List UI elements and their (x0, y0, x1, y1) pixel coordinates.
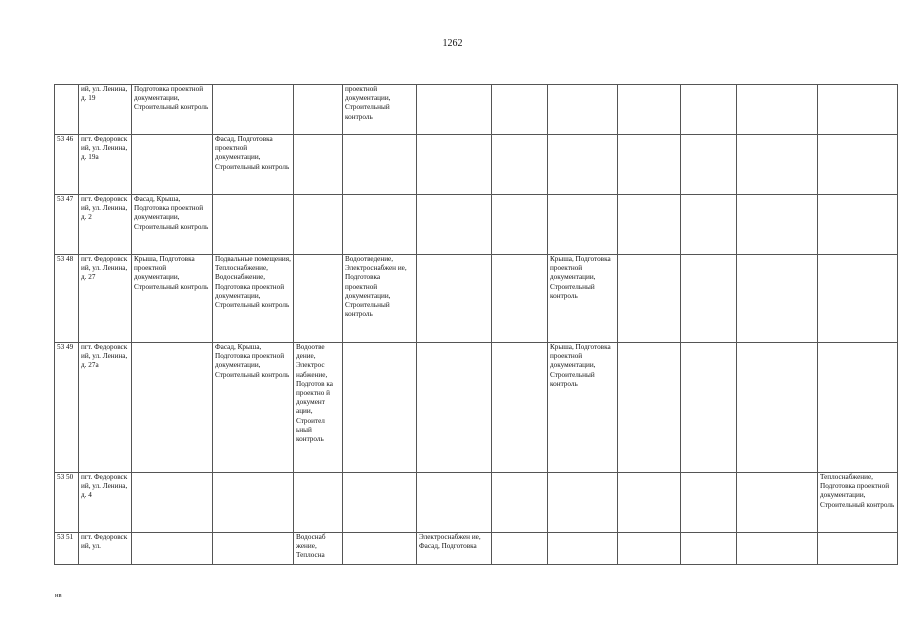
work-cell (492, 533, 548, 565)
work-cell (343, 343, 417, 473)
work-cell: Крыша, Подготовка проектной документации, Строительный контроль (132, 255, 213, 343)
work-cell (548, 195, 618, 255)
work-cell (548, 473, 618, 533)
work-cell (548, 135, 618, 195)
work-cell: Крыша, Подготовка проектной документации, Строительный контроль (548, 255, 618, 343)
work-cell (492, 343, 548, 473)
row-number-cell (55, 85, 79, 135)
work-cell: Водоотве дение, Электрос набжение, Подготов ка проектно й документ ации, Строител ьный контроль (294, 343, 343, 473)
work-cell: Водоснаб жение, Теплосна (294, 533, 343, 565)
work-cell (818, 135, 898, 195)
work-cell (492, 473, 548, 533)
work-cell (417, 255, 492, 343)
work-cell (737, 195, 818, 255)
work-cell (618, 195, 681, 255)
work-cell: Теплоснабжение, Подготовка проектной документации, Строительный контроль (818, 473, 898, 533)
work-cell (818, 533, 898, 565)
work-cell: Фасад, Крыша, Подготовка проектной документации, Строительный контроль (132, 195, 213, 255)
work-cell: Подготовка проектной документации, Строительный контроль (132, 85, 213, 135)
work-cell (548, 85, 618, 135)
work-cell (737, 255, 818, 343)
table-row (55, 85, 898, 135)
work-cell (294, 135, 343, 195)
row-number-cell: 53 49 (55, 343, 79, 473)
table-row (55, 135, 898, 195)
table-row (55, 533, 898, 565)
work-cell (132, 135, 213, 195)
work-cell (548, 533, 618, 565)
work-cell (294, 473, 343, 533)
work-cell: Подвальные помещения, Теплоснабжение, Водоснабжение, Подготовка проектной документации, Строительный контроль (213, 255, 294, 343)
work-cell (681, 473, 737, 533)
work-cell (294, 195, 343, 255)
page-number: 1262 (442, 38, 463, 49)
work-cell (737, 85, 818, 135)
row-number-cell: 53 51 (55, 533, 79, 565)
address-cell: пгт. Федоровск ий, ул. (79, 533, 132, 565)
row-number-cell: 53 46 (55, 135, 79, 195)
table-row (55, 195, 898, 255)
work-cell (618, 473, 681, 533)
work-cell (681, 85, 737, 135)
work-cell (492, 85, 548, 135)
work-cell (213, 473, 294, 533)
work-cell (132, 343, 213, 473)
work-cell (618, 255, 681, 343)
work-cell (492, 255, 548, 343)
work-cell (343, 135, 417, 195)
work-cell: Фасад, Крыша, Подготовка проектной документации, Строительный контроль (213, 343, 294, 473)
work-cell: Крыша, Подготовка проектной документации, Строительный контроль (548, 343, 618, 473)
work-cell (737, 533, 818, 565)
work-cell (343, 195, 417, 255)
work-cell: Электроснабжен ие, Фасад, Подготовка (417, 533, 492, 565)
work-cell (294, 255, 343, 343)
work-cell (681, 533, 737, 565)
work-cell (213, 85, 294, 135)
work-cell (681, 135, 737, 195)
address-cell: пгт. Федоровск ий, ул. Ленина, д. 4 (79, 473, 132, 533)
work-cell (132, 533, 213, 565)
work-cell (618, 343, 681, 473)
work-cell (417, 135, 492, 195)
work-cell (737, 135, 818, 195)
row-number-cell: 53 48 (55, 255, 79, 343)
work-cell (818, 255, 898, 343)
work-cell (818, 195, 898, 255)
work-cell (343, 473, 417, 533)
work-cell (294, 85, 343, 135)
row-number-cell: 53 47 (55, 195, 79, 255)
address-cell: пгт. Федоровск ий, ул. Ленина, д. 27 (79, 255, 132, 343)
work-cell (681, 255, 737, 343)
work-cell (213, 195, 294, 255)
work-cell (492, 135, 548, 195)
work-cell (737, 473, 818, 533)
work-cell (132, 473, 213, 533)
address-cell: пгт. Федоровск ий, ул. Ленина, д. 27а (79, 343, 132, 473)
work-cell (818, 85, 898, 135)
work-cell (417, 85, 492, 135)
address-cell: пгт. Федоровск ий, ул. Ленина, д. 19а (79, 135, 132, 195)
table-row (55, 473, 898, 533)
work-cell (417, 195, 492, 255)
work-cell (343, 533, 417, 565)
work-cell (618, 85, 681, 135)
footer-note: нв (55, 592, 62, 599)
work-cell: Водоотведение, Электроснабжен ие, Подготовка проектной документации, Строительный контроль (343, 255, 417, 343)
row-number-cell: 53 50 (55, 473, 79, 533)
work-cell (213, 533, 294, 565)
work-cell: проектной документации, Строительный контроль (343, 85, 417, 135)
work-cell (618, 135, 681, 195)
address-cell: пгт. Федоровск ий, ул. Ленина, д. 2 (79, 195, 132, 255)
table-row (55, 343, 898, 473)
work-cell (681, 343, 737, 473)
work-cell (737, 343, 818, 473)
work-cell (681, 195, 737, 255)
work-cell: Фасад, Подготовка проектной документации, Строительный контроль (213, 135, 294, 195)
work-cell (818, 343, 898, 473)
work-cell (618, 533, 681, 565)
table-row (55, 255, 898, 343)
work-cell (492, 195, 548, 255)
work-cell (417, 343, 492, 473)
work-cell (417, 473, 492, 533)
work-schedule-table (54, 84, 898, 565)
address-cell: ий, ул. Ленина, д. 19 (79, 85, 132, 135)
